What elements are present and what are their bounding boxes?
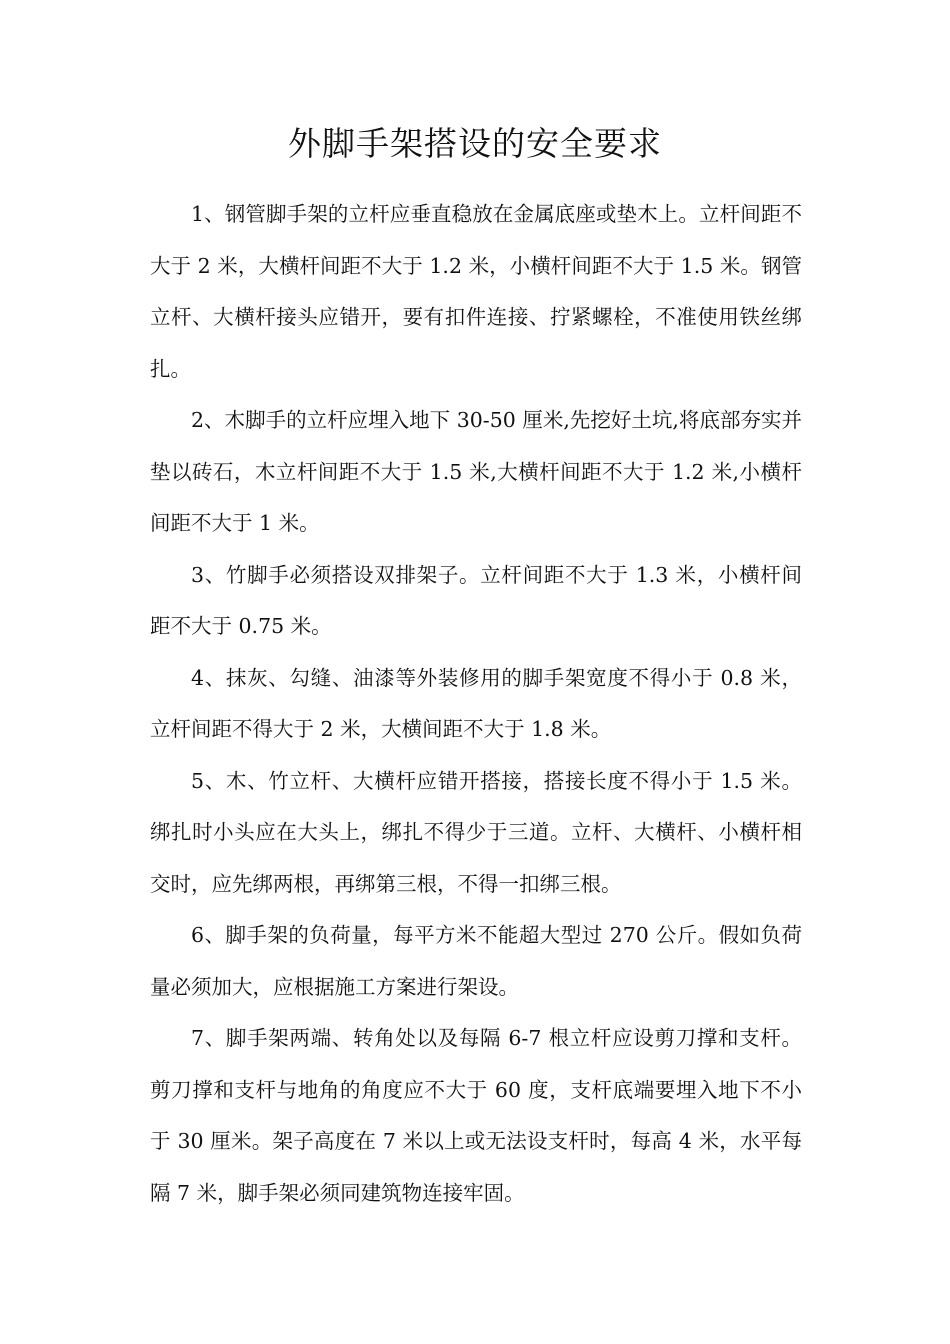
document-body xyxy=(150,189,802,1219)
paragraph-4: 4、抹灰、勾缝、油漆等外装修用的脚手架宽度不得小于 0.8 米，立杆间距不得大于 2 米，大横间距不大于 1.8 米。 xyxy=(150,665,802,741)
document-title: 外脚手架搭设的安全要求 xyxy=(288,124,662,163)
paragraph-2: 2、木脚手的立杆应埋入地下 30-50 厘米,先挖好土坑,将底部夯实并垫以砖石，木立杆间距不大于 1.5 米,大横杆间距不大于 1.2 米,小横杆间距不大于 1 米。 xyxy=(150,408,802,535)
paragraph-3: 3、竹脚手必须搭设双排架子。立杆间距不大于 1.3 米，小横杆间距不大于 0.75 米。 xyxy=(150,562,802,638)
paragraph-7: 7、脚手架两端、转角处以及每隔 6-7 根立杆应设剪刀撑和支杆。剪刀撑和支杆与地角的角度应不大于 60 度，支杆底端要埋入地下不小于 30 厘米。架子高度在 7 米以上或无法设支杆时，每高 4 米，水平每隔 7 米，脚手架必须同建筑物连接牢固。 xyxy=(150,1026,802,1205)
paragraph-1: 1、钢管脚手架的立杆应垂直稳放在金属底座或垫木上。立杆间距不大于 2 米，大横杆间距不大于 1.2 米，小横杆间距不大于 1.5 米。钢管立杆、大横杆接头应错开，要有扣件连接、拧紧螺栓，不准使用铁丝绑扎。 xyxy=(150,202,802,381)
paragraph-5: 5、木、竹立杆、大横杆应错开搭接，搭接长度不得小于 1.5 米。绑扎时小头应在大头上，绑扎不得少于三道。立杆、大横杆、小横杆相交时，应先绑两根，再绑第三根，不得一扣绑三根。 xyxy=(150,768,802,896)
paragraph-6: 6、脚手架的负荷量，每平方米不能超大型过 270 公斤。假如负荷量必须加大，应根据施工方案进行架设。 xyxy=(150,923,802,999)
